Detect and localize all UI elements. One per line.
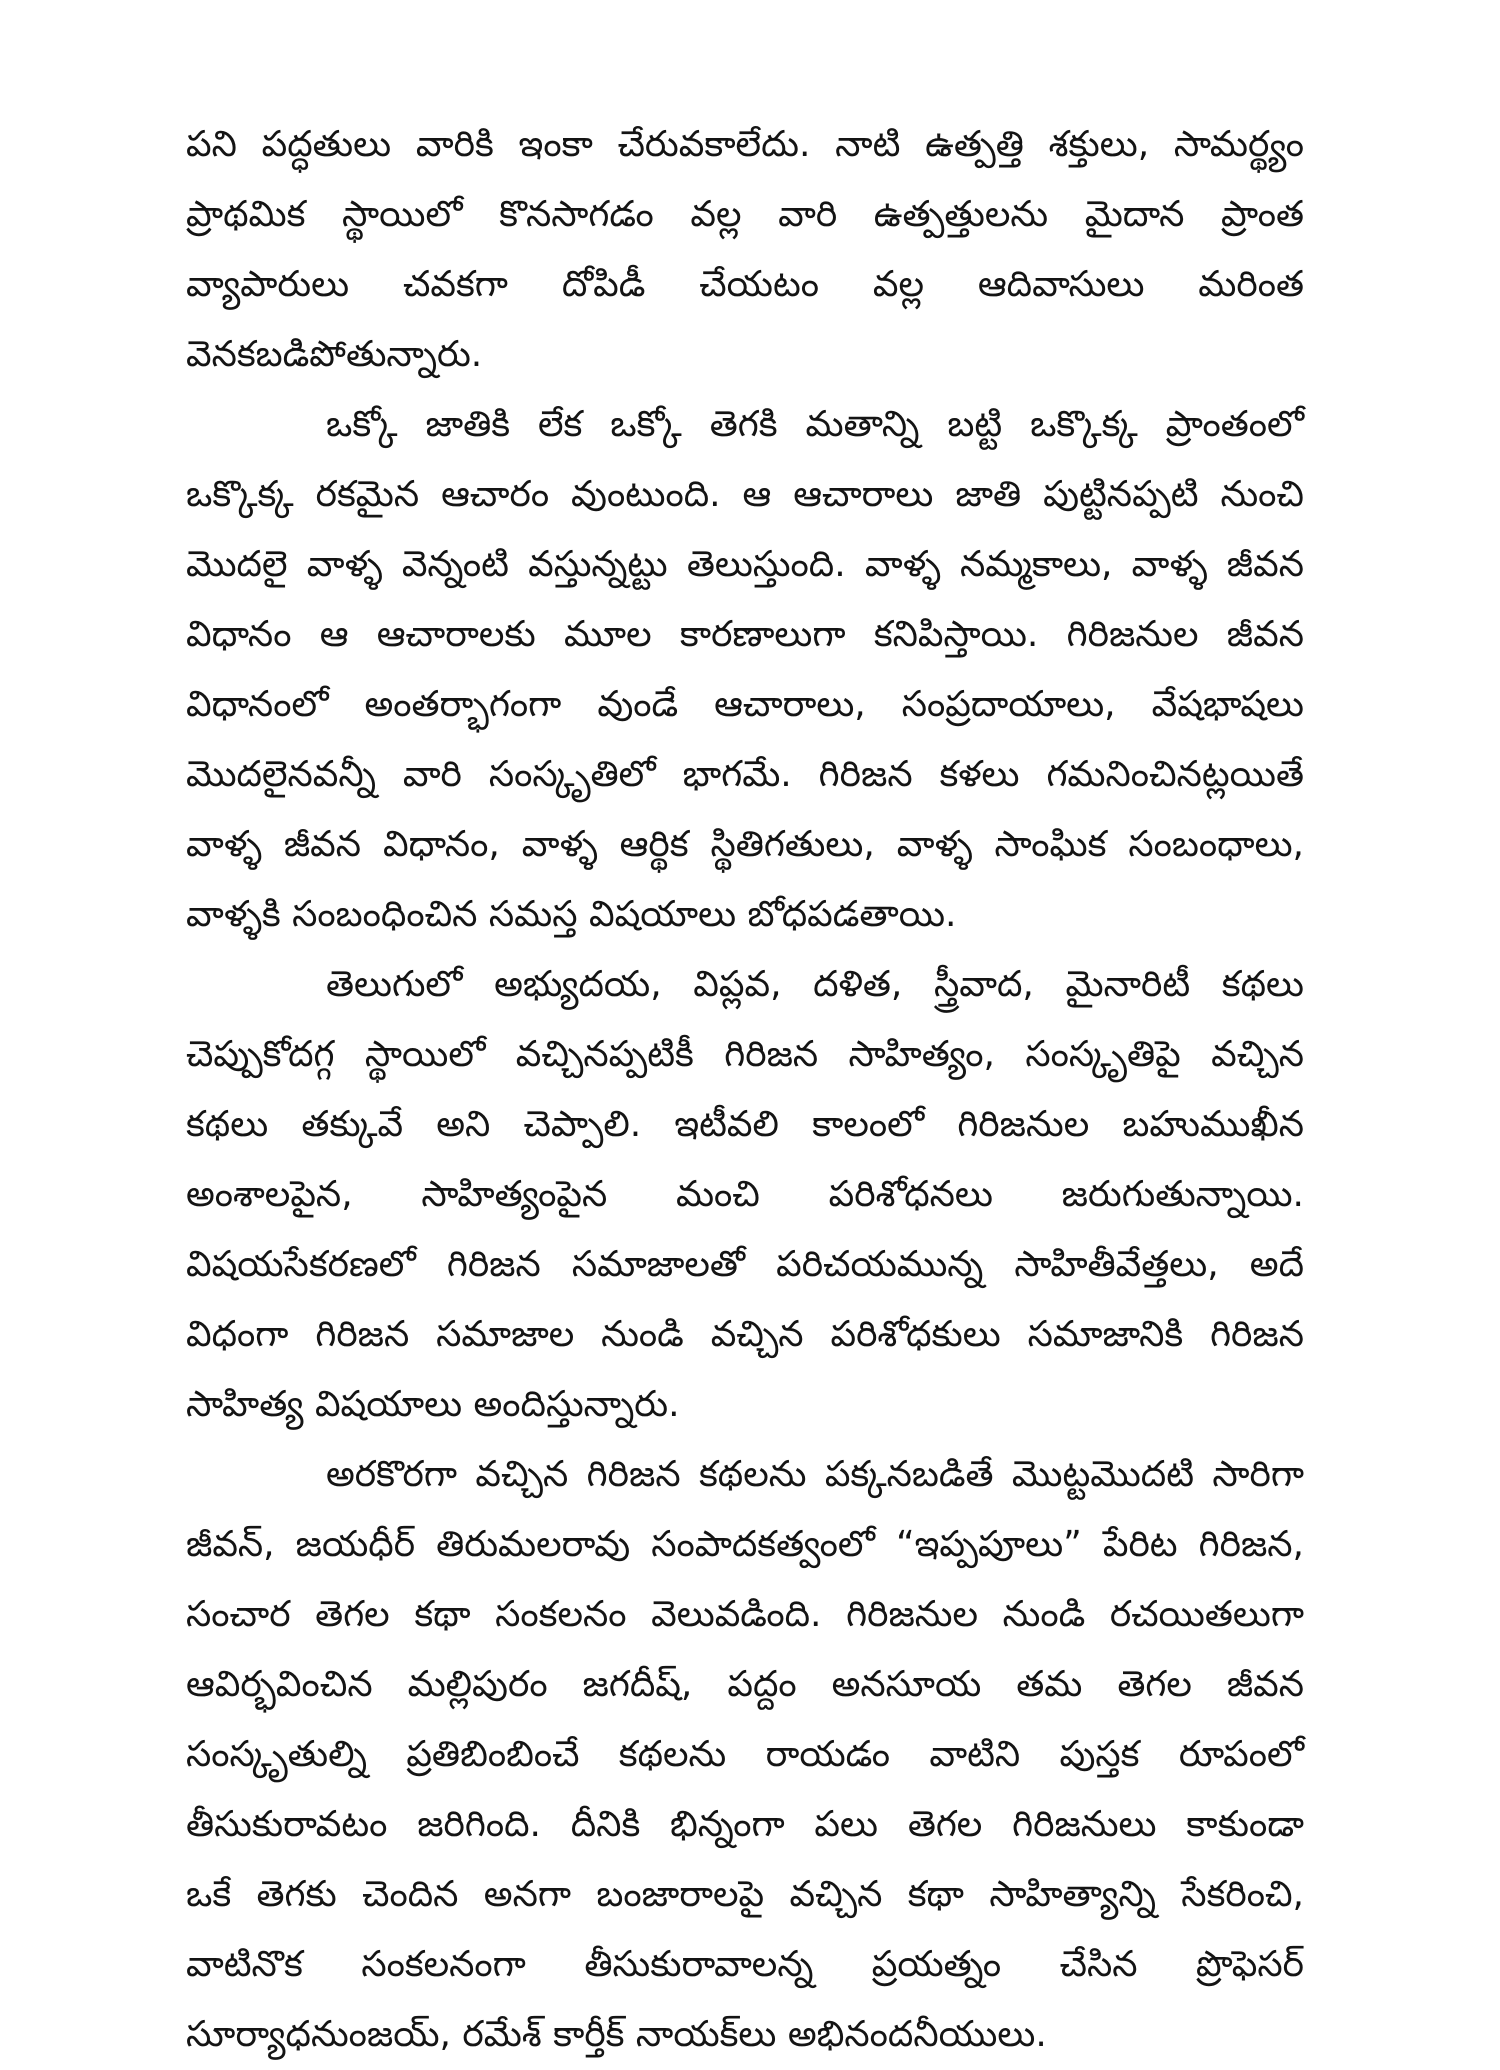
text-line: విధంగా గిరిజన సమాజాల నుండి వచ్చిన పరిశోధకులు సమాజానికి గిరిజన — [186, 1314, 1304, 1355]
text-line: తెలుగులో అభ్యుదయ, విప్లవ, దళిత, స్త్రీవాద, మైనారిటీ కథలు — [326, 964, 1304, 1005]
text-line: వాళ్ళకి సంబంధించిన సమస్త విషయాలు బోధపడతాయి. — [186, 894, 957, 935]
text-line: ఒక్కో జాతికి లేక ఒక్కో తెగకి మతాన్ని బట్టి ఒక్కొక్క ప్రాంతంలో — [326, 404, 1304, 445]
text-line: మొదలై వాళ్ళ వెన్నంటి వస్తున్నట్టు తెలుస్తుంది. వాళ్ళ నమ్మకాలు, వాళ్ళ జీవన — [186, 544, 1304, 585]
text-line: సంచార తెగల కథా సంకలనం వెలువడింది. గిరిజనుల నుండి రచయితలుగా — [186, 1594, 1304, 1635]
paragraph-3 — [186, 950, 1304, 1440]
text-line: వాళ్ళ జీవన విధానం, వాళ్ళ ఆర్థిక స్థితిగతులు, వాళ్ళ సాంఘిక సంబంధాలు, — [186, 824, 1304, 865]
text-line: సంస్కృతుల్ని ప్రతిబింబించే కథలను రాయడం వాటిని పుస్తక రూపంలో — [186, 1734, 1304, 1775]
body-text — [186, 110, 1304, 2070]
text-line: అరకొరగా వచ్చిన గిరిజన కథలను పక్కనబడితే మొట్టమొదటి సారిగా — [326, 1454, 1304, 1495]
paragraph-2 — [186, 390, 1304, 950]
text-line: వాటినొక సంకలనంగా తీసుకురావాలన్న ప్రయత్నం చేసిన ప్రొఫెసర్ — [186, 1944, 1304, 1985]
text-line: తీసుకురావటం జరిగింది. దీనికి భిన్నంగా పలు తెగల గిరిజనులు కాకుండా — [186, 1804, 1304, 1845]
text-line: అంశాలపైన, సాహిత్యంపైన మంచి పరిశోధనలు జరుగుతున్నాయి. — [186, 1174, 1304, 1215]
text-line: పని పద్ధతులు వారికి ఇంకా చేరువకాలేదు. నాటి ఉత్పత్తి శక్తులు, సామర్థ్యం — [186, 124, 1304, 165]
paragraph-1 — [186, 110, 1304, 390]
text-line: సూర్యాధనుంజయ్, రమేశ్ కార్తీక్ నాయక్‌లు అభినందనీయులు. — [186, 2014, 1047, 2055]
text-line: మొదలైనవన్నీ వారి సంస్కృతిలో భాగమే. గిరిజన కళలు గమనించినట్లయితే — [186, 754, 1304, 795]
text-line: కథలు తక్కువే అని చెప్పాలి. ఇటీవలి కాలంలో గిరిజనుల బహుముఖీన — [186, 1104, 1304, 1145]
text-line: జీవన్, జయధీర్ తిరుమలరావు సంపాదకత్వంలో “ఇప్పపూలు” పేరిట గిరిజన, — [186, 1524, 1304, 1565]
text-line: విషయసేకరణలో గిరిజన సమాజాలతో పరిచయమున్న సాహితీవేత్తలు, అదే — [186, 1244, 1304, 1285]
paragraph-4 — [186, 1440, 1304, 2070]
text-line: ప్రాథమిక స్థాయిలో కొనసాగడం వల్ల వారి ఉత్పత్తులను మైదాన ప్రాంత — [186, 194, 1304, 235]
text-line: చెప్పుకోదగ్గ స్థాయిలో వచ్చినప్పటికీ గిరిజన సాహిత్యం, సంస్కృతిపై వచ్చిన — [186, 1034, 1304, 1075]
text-line: వెనకబడిపోతున్నారు. — [186, 334, 483, 375]
text-line: వ్యాపారులు చవకగా దోపిడీ చేయటం వల్ల ఆదివాసులు మరింత — [186, 264, 1304, 305]
text-line: విధానం ఆ ఆచారాలకు మూల కారణాలుగా కనిపిస్తాయి. గిరిజనుల జీవన — [186, 614, 1304, 655]
text-line: సాహిత్య విషయాలు అందిస్తున్నారు. — [186, 1384, 680, 1425]
text-line: విధానంలో అంతర్భాగంగా వుండే ఆచారాలు, సంప్రదాయాలు, వేషభాషలు — [186, 684, 1304, 725]
text-line: ఒకే తెగకు చెందిన అనగా బంజారాలపై వచ్చిన కథా సాహిత్యాన్ని సేకరించి, — [186, 1874, 1304, 1915]
text-line: ఆవిర్భవించిన మల్లిపురం జగదీష్, పద్దం అనసూయ తమ తెగల జీవన — [186, 1664, 1304, 1705]
text-line: ఒక్కొక్క రకమైన ఆచారం వుంటుంది. ఆ ఆచారాలు జాతి పుట్టినప్పటి నుంచి — [186, 474, 1304, 515]
